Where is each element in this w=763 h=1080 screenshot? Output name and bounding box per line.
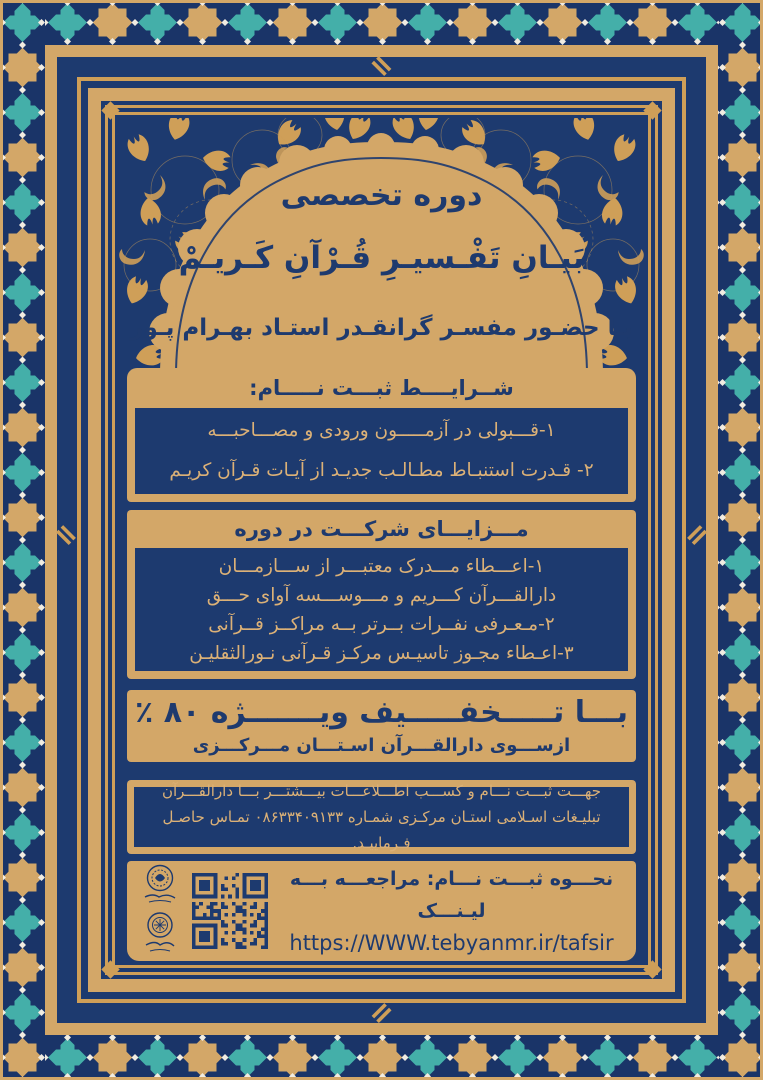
qr-code[interactable] [191,872,269,950]
discount-banner [127,690,636,762]
benefit-item: ۲-مـعـرفی نفــرات بــرتر بــه مراکــز قــرآنی [208,613,555,635]
benefit-item: ۱-اعـــطاء مـــدرک معتبـــر از ســـازمـــان [218,555,545,577]
benefit-item: دارالقـــرآن کـــریم و مـــوســـسه آوای حـــق [206,584,557,606]
contact-line: تبلیـغات اسـلامی استـان مرکـزی شمـاره ۰۸۶۳۳۴۰۹۱۳۳ تمـاس حاصـل فـرماییـد. [162,808,601,852]
contact-section [127,780,636,854]
course-main-title: بَیـانِ تَفْـسیـرِ قُـرْآنِ کَـریـمْ [178,240,585,276]
discount-headline: بـــا تـــــخفـــــیف ویـــــــژه ۸۰ ٪ [134,695,629,730]
course-subtitle: بـا حضـور مفسـر گرانقـدر استـاد بهـرام پـور [130,315,633,341]
registration-url-link[interactable]: https://WWW.tebyanmr.ir/tafsir [289,931,614,955]
contact-line: جهـــت ثبـــت نـــام و کســـب اطـــلاعـــات بیـــشتـــر بـــا دارالقـــرآن [161,782,602,800]
conditions-section [127,368,636,502]
condition-item: ۲- قـدرت استنبـاط مطـالـب جدیـد از آیـات قـرآن کریـم [169,460,594,481]
benefits-section [127,510,636,679]
course-eyebrow-title: دوره تخصصی [280,178,483,213]
benefit-item: ۳-اعـطاء مجـوز تاسیـس مرکـز قـرآنی نـورالثقلیـن [189,642,574,664]
condition-item: ۱-قـــبولی در آزمـــــون ورودی و مصـــاحبـــه [207,420,556,441]
contact-box [134,782,629,852]
registration-label: نحـــوه ثبـــت نـــام: مراجعـــه بـــه لیـنـــک [289,868,614,922]
benefits-list [135,548,628,671]
discount-source: ازســـوی دارالقـــرآن اسـتـــان مـــرکـــزی [192,735,571,756]
benefits-header: مـــزایـــای شرکـــت در دوره [234,517,529,541]
logo-emblem-1 [141,863,179,909]
conditions-list [135,408,628,494]
registration-bar [127,861,636,961]
logo-emblem-2 [141,911,179,959]
conditions-header: شــرایــــط ثبـــت نـــــام: [249,376,514,400]
